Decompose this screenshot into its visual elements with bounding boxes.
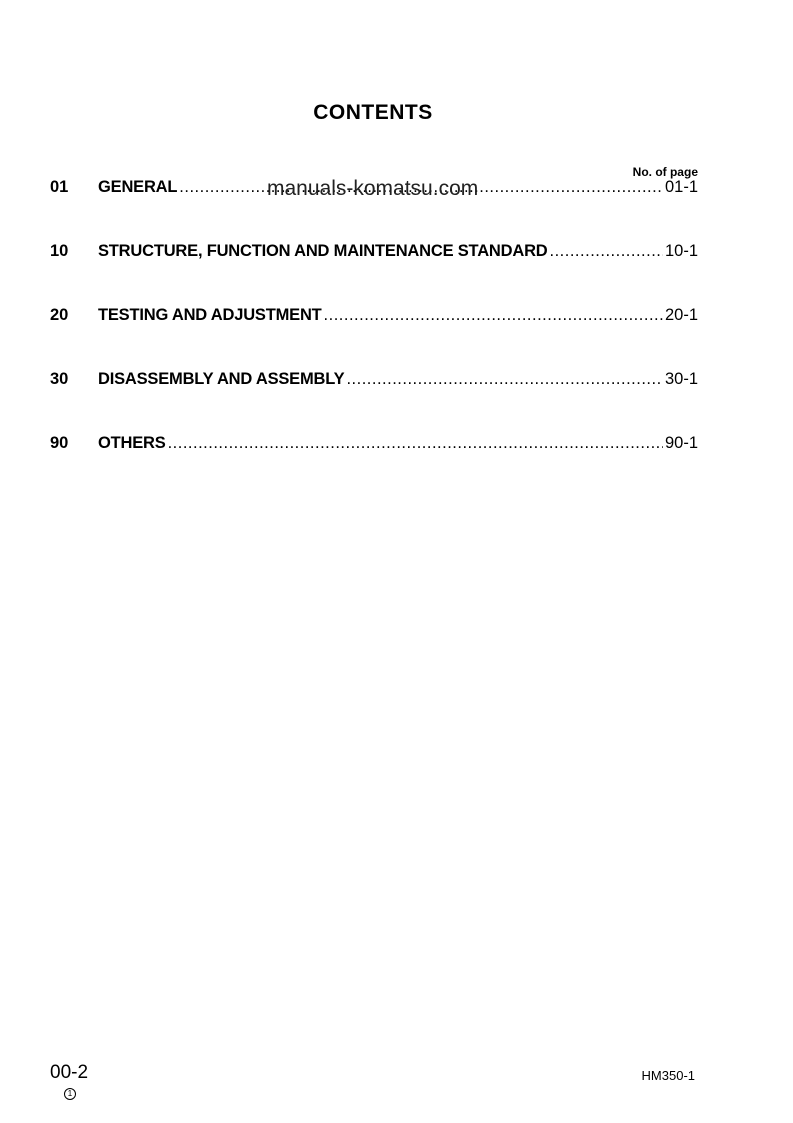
- toc-entry-testing[interactable]: [50, 306, 698, 370]
- toc-entry-number: 10: [50, 242, 69, 260]
- toc-entry-number: 01: [50, 178, 69, 196]
- toc-entry-page[interactable]: 20-1: [664, 306, 698, 324]
- page-title: CONTENTS: [313, 101, 433, 124]
- toc-entry-page[interactable]: 30-1: [664, 370, 698, 388]
- toc-dot-leader: [168, 434, 663, 453]
- table-of-contents: [50, 178, 698, 498]
- toc-entry-number: 20: [50, 306, 69, 324]
- toc-dot-leader: [550, 242, 663, 261]
- toc-dot-leader: [324, 306, 663, 325]
- footer-model-number: HM350-1: [641, 1068, 695, 1083]
- page-column-label: No. of page: [632, 165, 698, 179]
- toc-entry-title[interactable]: OTHERS: [98, 434, 166, 452]
- toc-dot-leader: [346, 370, 663, 389]
- toc-entry-number: 90: [50, 434, 69, 452]
- toc-entry-title[interactable]: DISASSEMBLY AND ASSEMBLY: [98, 370, 345, 388]
- toc-entry-page[interactable]: 01-1: [664, 178, 698, 196]
- footer-page-number: 00-2: [50, 1062, 89, 1083]
- toc-entry-title[interactable]: GENERAL: [98, 178, 178, 196]
- revision-mark-icon: 1: [64, 1088, 76, 1100]
- toc-entry-disassembly[interactable]: [50, 370, 698, 434]
- toc-entry-structure[interactable]: [50, 242, 698, 306]
- toc-entry-number: 30: [50, 370, 69, 388]
- toc-entry-others[interactable]: [50, 434, 698, 498]
- toc-entry-title[interactable]: STRUCTURE, FUNCTION AND MAINTENANCE STANDARD: [98, 242, 548, 260]
- watermark-text: manuals-komatsu.com: [267, 177, 479, 200]
- toc-entry-page[interactable]: 90-1: [664, 434, 698, 452]
- toc-entry-page[interactable]: 10-1: [664, 242, 698, 260]
- toc-entry-title[interactable]: TESTING AND ADJUSTMENT: [98, 306, 322, 324]
